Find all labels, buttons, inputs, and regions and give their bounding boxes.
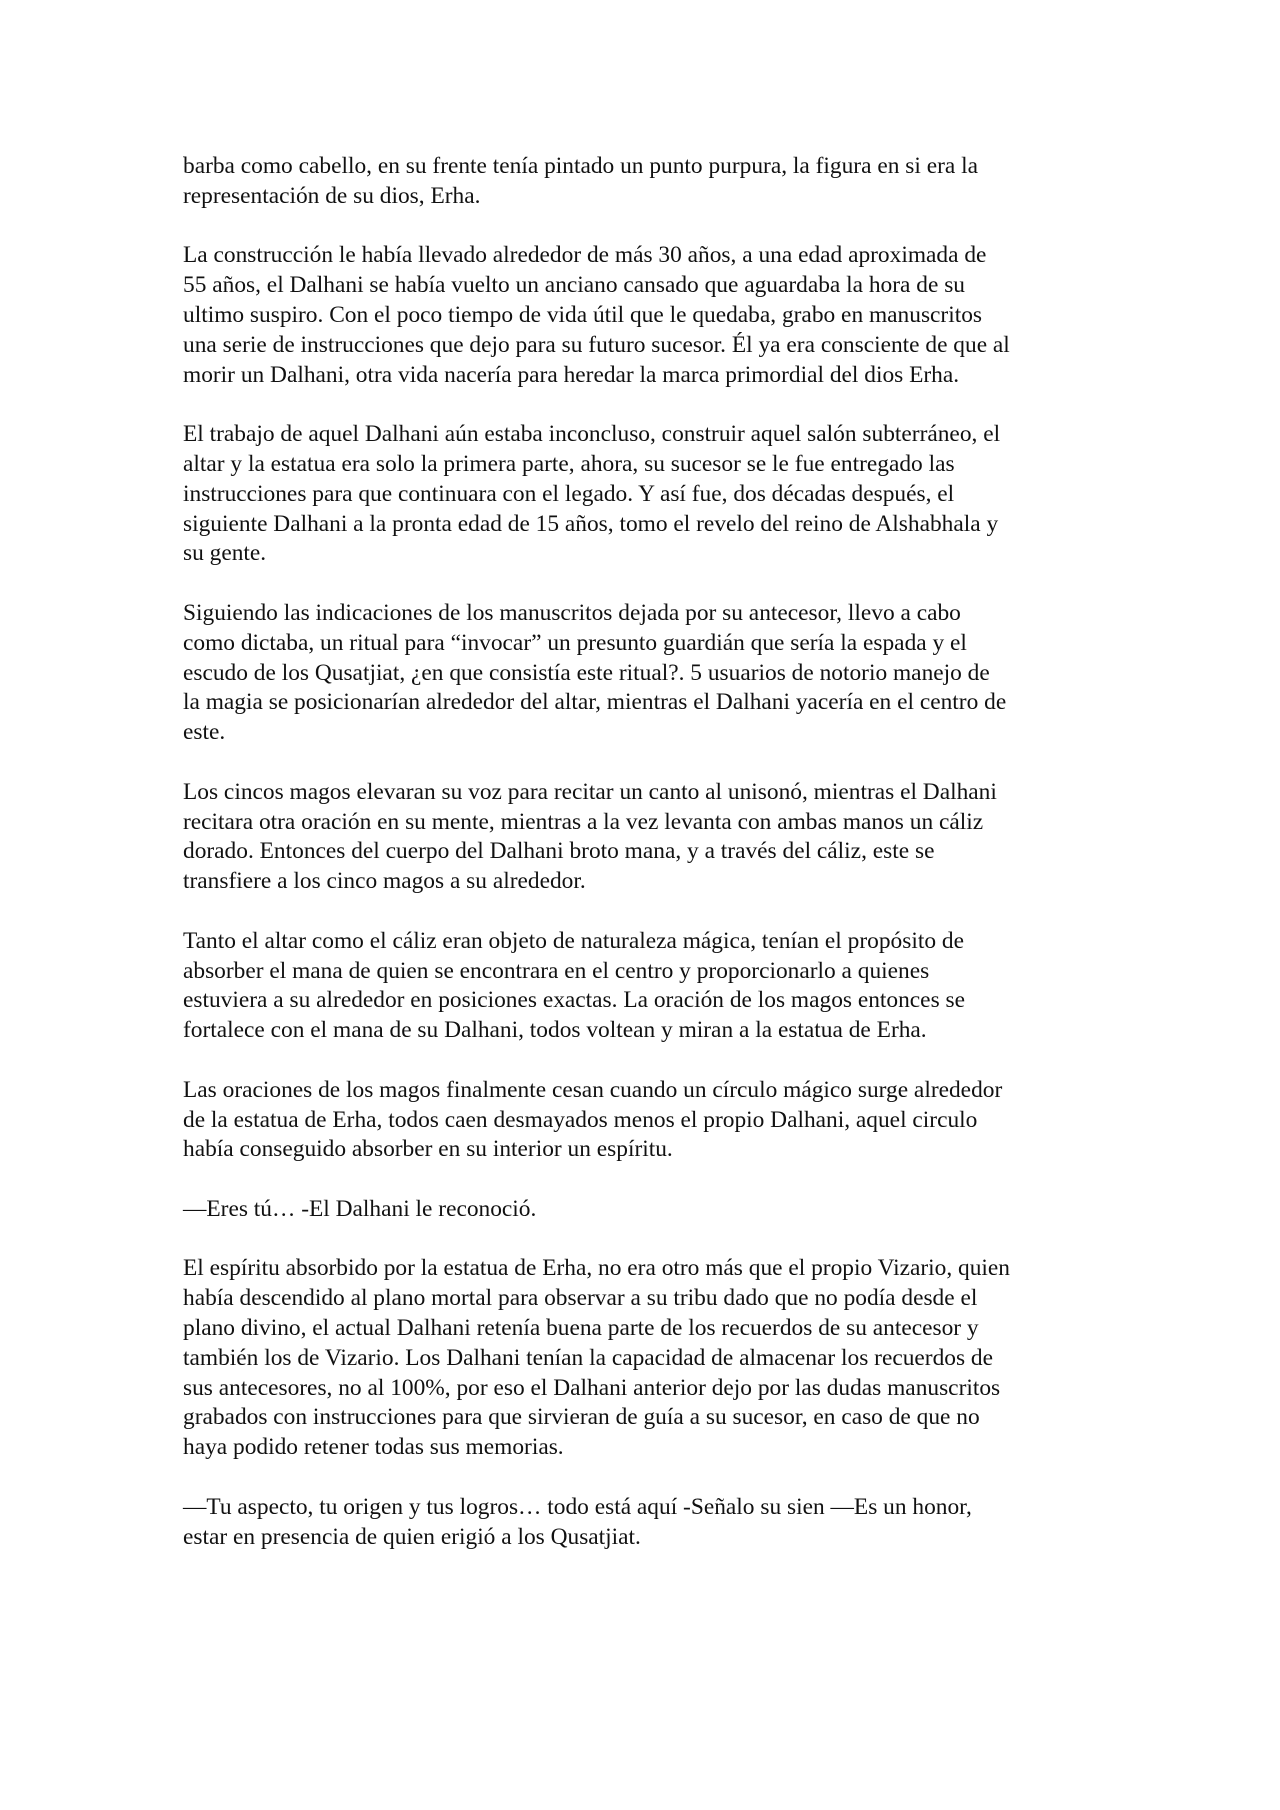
text-line: estar en presencia de quien erigió a los Qusatjiat.	[183, 1523, 641, 1550]
paragraph	[183, 1195, 1103, 1225]
text-line: su gente.	[183, 540, 267, 567]
text-line: —Tu aspecto, tu origen y tus logros… todo está aquí -Señalo su sien —Es un honor,	[183, 1493, 972, 1520]
text-line: escudo de los Qusatjiat, ¿en que consistía este ritual?. 5 usuarios de notorio manejo de	[183, 659, 990, 686]
paragraph	[183, 152, 1103, 212]
text-line: como dictaba, un ritual para “invocar” un presunto guardián que sería la espada y el	[183, 629, 967, 656]
text-line: dorado. Entonces del cuerpo del Dalhani broto mana, y a través del cáliz, este se	[183, 838, 935, 865]
text-line: plano divino, el actual Dalhani retenía buena parte de los recuerdos de su antecesor y	[183, 1315, 979, 1342]
text-line: sus antecesores, no al 100%, por eso el Dalhani anterior dejo por las dudas manuscritos	[183, 1374, 1001, 1401]
text-line: morir un Dalhani, otra vida nacería para heredar la marca primordial del dios Erha.	[183, 361, 960, 388]
paragraph	[183, 1493, 1103, 1553]
text-line: altar y la estatua era solo la primera parte, ahora, su sucesor se le fue entregado las	[183, 450, 955, 477]
text-line: representación de su dios, Erha.	[183, 182, 481, 209]
text-line: La construcción le había llevado alrededor de más 30 años, a una edad aproximada de	[183, 242, 987, 269]
text-line: El espíritu absorbido por la estatua de Erha, no era otro más que el propio Vizario, quien	[183, 1255, 1010, 1282]
text-line: transfiere a los cinco magos a su alrededor.	[183, 868, 586, 895]
text-line: también los de Vizario. Los Dalhani tenían la capacidad de almacenar los recuerdos de	[183, 1344, 994, 1371]
text-line: Siguiendo las indicaciones de los manuscritos dejada por su antecesor, llevo a cabo	[183, 599, 961, 626]
text-line: la magia se posicionarían alrededor del altar, mientras el Dalhani yacería en el centro de	[183, 689, 1007, 716]
text-line: Los cincos magos elevaran su voz para recitar un canto al unisonó, mientras el Dalhani	[183, 778, 997, 805]
paragraph	[183, 927, 1103, 1046]
text-line: una serie de instrucciones que dejo para su futuro sucesor. Él ya era consciente de que al	[183, 331, 1010, 358]
text-line: había conseguido absorber en su interior un espíritu.	[183, 1136, 673, 1163]
paragraph	[183, 778, 1103, 897]
paragraph	[183, 599, 1103, 748]
text-line: instrucciones para que continuara con el legado. Y así fue, dos décadas después, el	[183, 480, 955, 507]
text-line: estuviera a su alrededor en posiciones exactas. La oración de los magos entonces se	[183, 987, 965, 1014]
paragraph	[183, 241, 1103, 390]
text-line: —Eres tú… -El Dalhani le reconoció.	[183, 1195, 537, 1222]
paragraph	[183, 420, 1103, 569]
text-line: había descendido al plano mortal para observar a su tribu dado que no podía desde el	[183, 1285, 978, 1312]
text-line: Tanto el altar como el cáliz eran objeto de naturaleza mágica, tenían el propósito de	[183, 927, 964, 954]
text-line: grabados con instrucciones para que sirvieran de guía a su sucesor, en caso de que no	[183, 1404, 980, 1431]
text-line: barba como cabello, en su frente tenía pintado un punto purpura, la figura en si era la	[183, 153, 978, 179]
text-line: siguiente Dalhani a la pronta edad de 15 años, tomo el revelo del reino de Alshabhala y	[183, 510, 999, 537]
text-line: El trabajo de aquel Dalhani aún estaba inconcluso, construir aquel salón subterráneo, el	[183, 421, 1001, 448]
text-line: Las oraciones de los magos finalmente cesan cuando un círculo mágico surge alrededor	[183, 1076, 1003, 1103]
text-line: 55 años, el Dalhani se había vuelto un anciano cansado que aguardaba la hora de su	[183, 272, 965, 299]
text-line: de la estatua de Erha, todos caen desmayados menos el propio Dalhani, aquel circulo	[183, 1106, 978, 1133]
text-line: ultimo suspiro. Con el poco tiempo de vida útil que le quedaba, grabo en manuscritos	[183, 301, 983, 328]
paragraph	[183, 1076, 1103, 1165]
text-line: absorber el mana de quien se encontrara en el centro y proporcionarlo a quienes	[183, 957, 930, 984]
text-line: este.	[183, 719, 226, 746]
paragraph	[183, 1254, 1103, 1463]
document-body	[183, 152, 1103, 1582]
text-line: recitara otra oración en su mente, mientras a la vez levanta con ambas manos un cáliz	[183, 808, 984, 835]
text-line: haya podido retener todas sus memorias.	[183, 1434, 564, 1461]
text-line: fortalece con el mana de su Dalhani, todos voltean y miran a la estatua de Erha.	[183, 1017, 927, 1044]
